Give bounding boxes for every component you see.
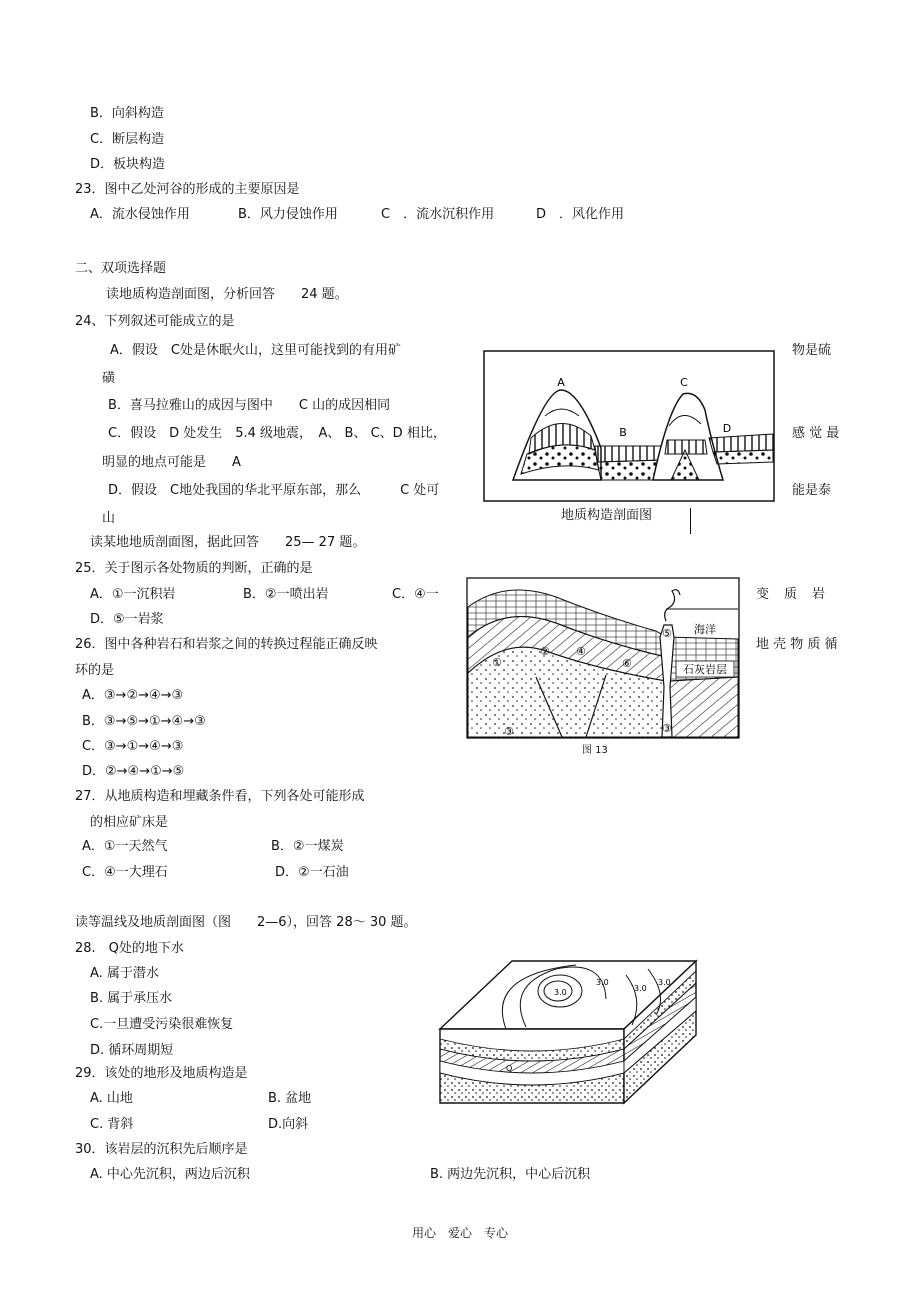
q25-option-b: B．②一喷出岩 — [243, 587, 329, 602]
fig13-limestone-label: 石灰岩层 — [683, 663, 727, 676]
q28-30-intro: 读等温线及地质剖面图（图 2—6），回答 28～ 30 题。 — [75, 915, 417, 930]
fig-label-b: B — [619, 426, 627, 439]
fig-label-a: A — [557, 376, 565, 389]
q24-stem: 24、下列叙述可能成立的是 — [75, 314, 235, 329]
section-intro: 读地质构造剖面图，分析回答 24 题。 — [106, 287, 348, 302]
q24-option-d: D．假设 C地处我国的华北平原东部，那么 C 处可 — [108, 483, 440, 498]
q26-option-a: A．③→②→④→③ — [82, 688, 184, 703]
fig13-sea-label: 海洋 — [694, 623, 716, 636]
q23-option-b: B．风力侵蚀作用 — [238, 207, 338, 222]
q30-stem: 30．该岩层的沉积先后顺序是 — [75, 1142, 248, 1157]
q25-option-c-tail: 变 质 岩 — [756, 587, 827, 602]
iso-label-1: 3.0 — [554, 988, 567, 997]
geologic-profile-figure — [483, 350, 775, 502]
q23-option-d: D ．风化作用 — [536, 207, 625, 222]
q27-option-b: B．②一煤炭 — [271, 839, 344, 854]
q27-option-c: C．④一大理石 — [82, 865, 168, 880]
q25-option-c: C．④一 — [392, 587, 439, 602]
q24-option-a: A．假设 C处是休眠火山，这里可能找到的有用矿 — [110, 343, 401, 358]
q24-option-b: B．喜马拉雅山的成因与图中 C 山的成因相同 — [108, 398, 391, 413]
q24-option-c-tail: 感 觉 最 — [792, 426, 840, 441]
fig13-marker-5: ⑤ — [662, 627, 672, 640]
fig13-marker-3b: ③ — [662, 722, 672, 735]
figure-13-cross-section — [466, 577, 740, 739]
q24-option-d-tail: 能是泰 — [792, 483, 832, 498]
q26-option-c: C．③→①→④→③ — [82, 739, 184, 754]
q26-stem: 26．图中各种岩石和岩浆之间的转换过程能正确反映 — [75, 637, 378, 652]
q22-option-d: D．板块构造 — [90, 157, 166, 172]
q29-option-c: C. 背斜 — [90, 1117, 134, 1132]
q23-option-a: A．流水侵蚀作用 — [90, 207, 190, 222]
q25-option-a: A．①一沉积岩 — [90, 587, 176, 602]
q24-option-c-wrap: 明显的地点可能是 A — [102, 455, 241, 470]
iso-label-3: 3.0 — [634, 984, 647, 993]
q28-option-c: C.一旦遭受污染很难恢复 — [90, 1017, 234, 1032]
q30-option-a: A. 中心先沉积，两边后沉积 — [90, 1167, 250, 1182]
q22-option-c: C．断层构造 — [90, 132, 165, 147]
figure-13-caption: 图 13 — [582, 745, 608, 756]
q24-option-d-wrap: 山 — [102, 511, 116, 526]
q26-stem-tail: 地 壳 物 质 循 — [756, 637, 838, 652]
q27-stem: 27．从地质构造和埋藏条件看，下列各处可能形成 — [75, 789, 365, 804]
iso-label-2: 3.0 — [596, 978, 609, 987]
fig13-marker-1: ① — [492, 656, 502, 669]
q24-option-c: C．假设 D 处发生 5.4 级地震， A、 B、 C、D 相比， — [108, 426, 446, 441]
fig-label-c: C — [680, 376, 688, 389]
q30-option-b: B. 两边先沉积，中心后沉积 — [430, 1167, 591, 1182]
q25-stem: 25．关于图示各处物质的判断，正确的是 — [75, 561, 313, 576]
q29-option-d: D.向斜 — [268, 1117, 309, 1132]
fig13-marker-4: ④ — [576, 645, 586, 658]
q29-stem: 29．该处的地形及地质构造是 — [75, 1066, 248, 1081]
q26-option-b: B．③→⑤→①→④→③ — [82, 714, 206, 729]
q29-option-b: B. 盆地 — [268, 1091, 312, 1106]
q28-option-a: A. 属于潜水 — [90, 966, 159, 981]
page-footer: 用心 爱心 专心 — [412, 1226, 509, 1240]
q27-option-d: D．②一石油 — [275, 865, 349, 880]
q29-option-a: A. 山地 — [90, 1091, 133, 1106]
q27-option-a: A．①一天然气 — [82, 839, 168, 854]
q24-option-a-tail: 物是硫 — [792, 343, 832, 358]
iso-label-4: 3.0 — [658, 978, 671, 987]
fig13-marker-6: ⑥ — [622, 657, 632, 670]
q22-option-b: B．向斜构造 — [90, 106, 164, 121]
fig13-marker-3a: ③ — [504, 725, 514, 738]
q27-stem-wrap: 的相应矿床是 — [90, 815, 169, 830]
q25-option-d: D．⑤一岩浆 — [90, 612, 164, 627]
q28-option-d: D. 循环周期短 — [90, 1043, 174, 1058]
fig-label-d: D — [722, 422, 732, 435]
q25-27-intro: 读某地地质剖面图，据此回答 25— 27 题。 — [90, 535, 366, 550]
q-point-label: Q — [506, 1064, 513, 1073]
fig13-marker-2: ② — [540, 645, 550, 658]
q26-stem-wrap: 环的是 — [75, 663, 115, 678]
q28-option-b: B. 属于承压水 — [90, 991, 173, 1006]
section-title: 二、双项选择题 — [75, 261, 167, 276]
q23-option-c: C ．流水沉积作用 — [381, 207, 495, 222]
q26-option-d: D．②→④→①→⑤ — [82, 764, 185, 779]
isotherm-block-diagram — [436, 955, 698, 1105]
geologic-profile-caption: 地质构造剖面图 — [561, 508, 691, 534]
q28-stem: 28. Q处的地下水 — [75, 941, 184, 956]
q23-stem: 23．图中乙处河谷的形成的主要原因是 — [75, 182, 300, 197]
q24-option-a-wrap: 磺 — [102, 371, 116, 386]
